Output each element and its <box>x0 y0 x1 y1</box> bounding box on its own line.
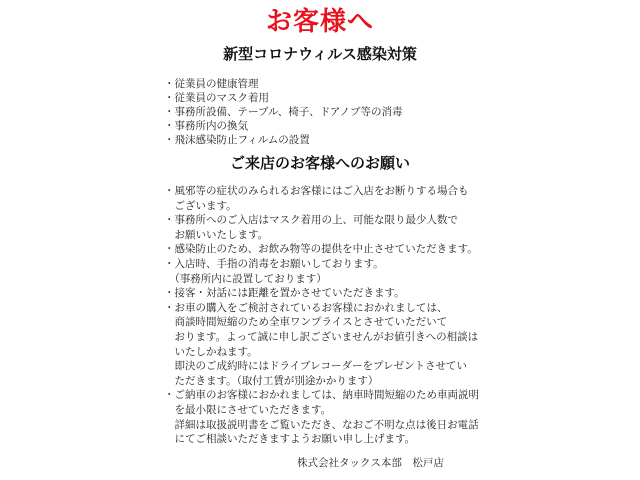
request-line: （事務所内に設置しております） <box>164 272 327 285</box>
request-line: ただきます。（取付工賃が別途かかります） <box>164 374 379 387</box>
infection-measures-list <box>164 77 403 147</box>
request-line: 詳細は取扱説明書をご覧いただき、なおご不明な点は後日お電話 <box>164 418 479 431</box>
request-line: お願いいたします。 <box>164 228 269 241</box>
request-line: ・事務所へのご入店はマスク着用の上、可能な限り最少人数で <box>164 214 458 227</box>
infection-measures-heading: 新型コロナウィルス感染対策 <box>223 45 417 63</box>
measure-item: ・飛沫感染防止フィルムの設置 <box>164 134 310 146</box>
customer-requests-list <box>164 184 479 447</box>
request-line: いたしかねます。 <box>164 345 258 358</box>
request-line: ・感染防止のため、お飲み物等の提供を中止させていただきます。 <box>164 243 478 256</box>
request-line: ・入店時、手指の消毒をお願いしております。 <box>164 257 384 270</box>
company-signature: 株式会社タックス本部 松戸店 <box>297 457 444 469</box>
request-line: ・接客・対話には距離を置かさせていただきます。 <box>164 287 405 300</box>
measure-item: ・従業員の健康管理 <box>164 78 259 90</box>
request-line: にてご相談いただきますようお願い申し上げます。 <box>164 433 416 446</box>
request-line: 即決のご成約時にはドライブレコーダーをプレゼントさせてい <box>164 360 468 373</box>
customer-requests-heading: ご来店のお客様へのお願い <box>229 154 410 172</box>
request-line: ・お車の購入をご検討されているお客様におかれましては、 <box>164 301 448 314</box>
request-line: ・ご納車のお客様におかれましては、納車時間短縮のため車両説明 <box>164 389 479 402</box>
request-line: ございます。 <box>164 199 237 212</box>
measure-item: ・事務所設備、テーブル、椅子、ドアノブ等の消毒 <box>164 106 403 118</box>
page-title: お客様へ <box>265 7 374 37</box>
measure-item: ・事務所内の換気 <box>164 120 248 132</box>
request-line: ・風邪等の症状のみられるお客様にはご入店をお断りする場合も <box>164 185 469 197</box>
request-line: 商談時間短縮のため全車ワンプライスとさせていただいて <box>164 316 448 329</box>
request-line: を最小限にさせていただきます。 <box>164 403 332 416</box>
measure-item: ・従業員のマスク着用 <box>164 92 269 104</box>
request-line: おります。よって誠に申し訳ございませんがお値引きへの相談は <box>164 330 479 343</box>
